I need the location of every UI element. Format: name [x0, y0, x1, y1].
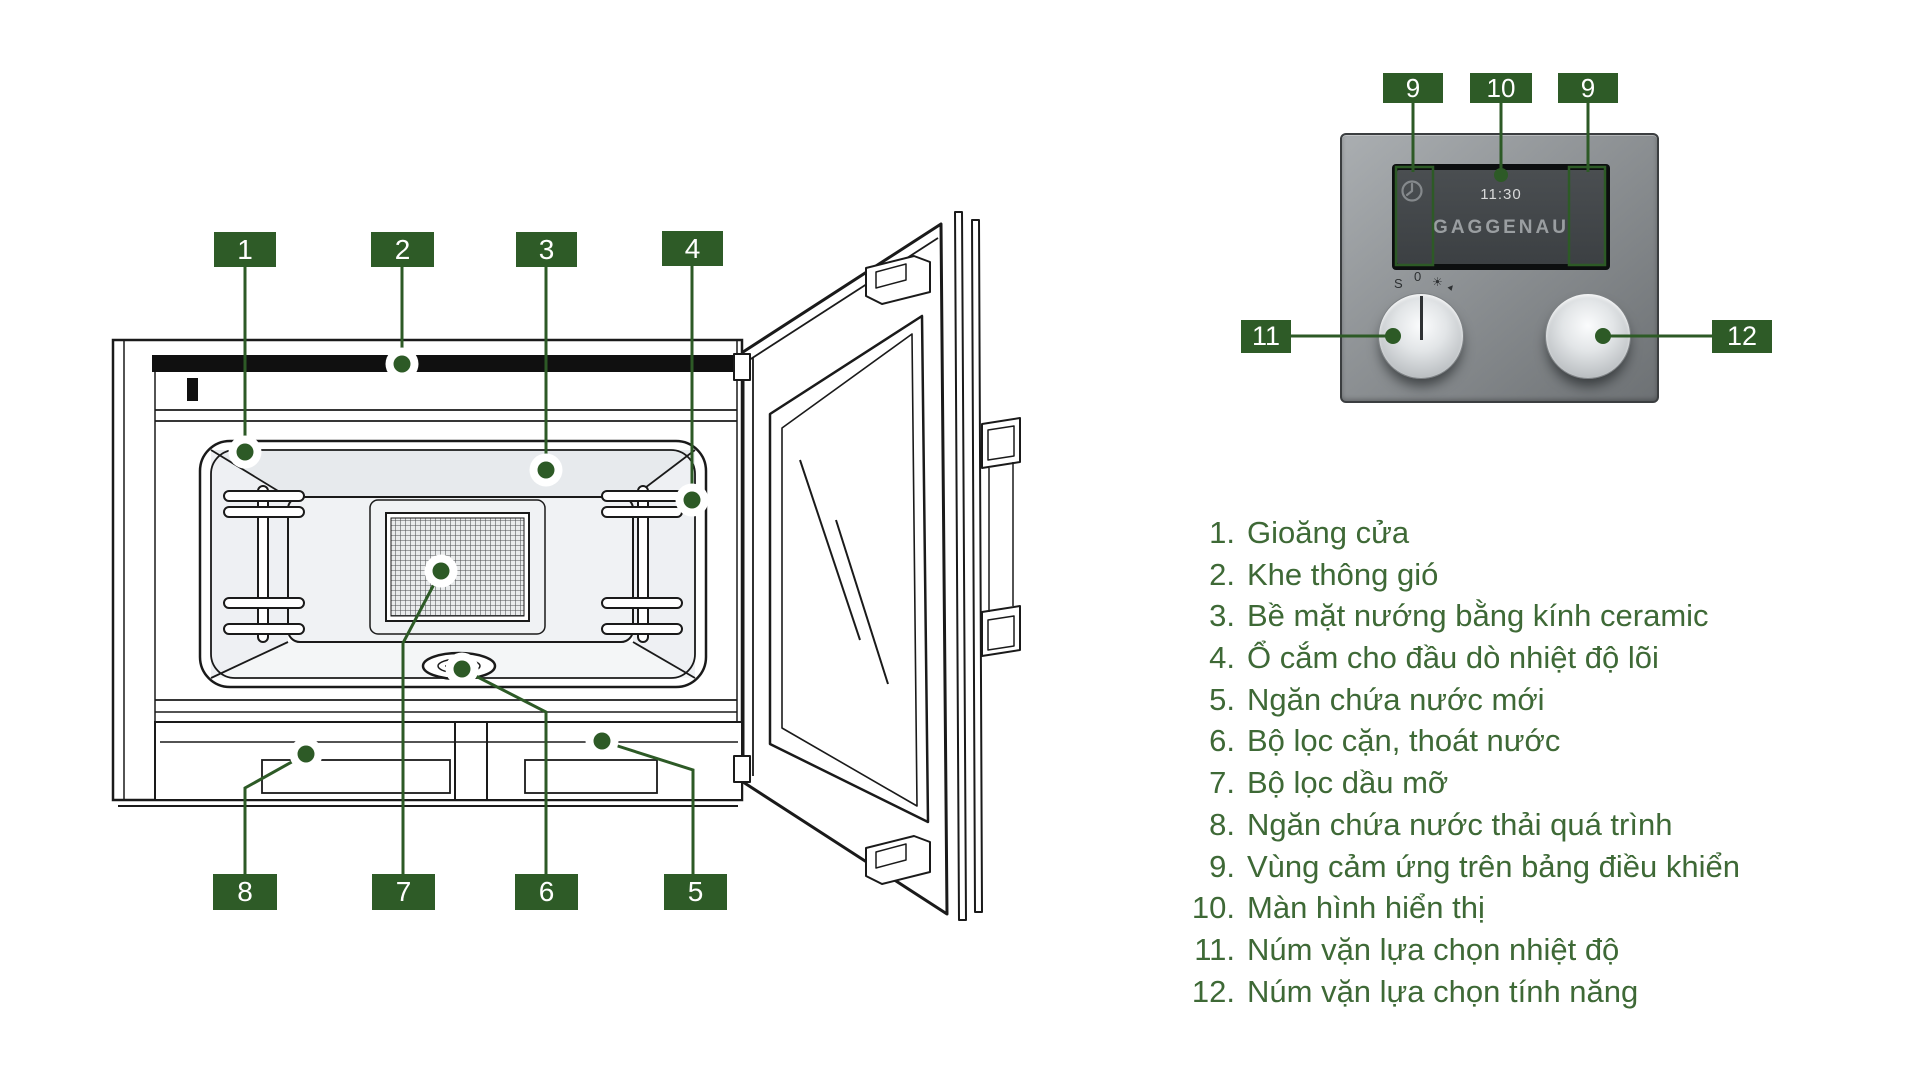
- knob-mark-zero: 0: [1414, 269, 1422, 284]
- legend-num: 4.: [1209, 640, 1235, 676]
- legend-label: Khe thông gió: [1247, 556, 1439, 592]
- grill-mesh: [391, 518, 524, 616]
- drain-filter: [423, 653, 495, 679]
- legend-item-5: [1168, 679, 1740, 721]
- door-latch-bottom: [866, 836, 930, 884]
- function-knob: [1545, 293, 1631, 379]
- vent-slot: [152, 355, 735, 372]
- callout-num: 2: [394, 233, 411, 265]
- rack-rails-left: [224, 486, 304, 642]
- legend-num: 10.: [1191, 890, 1235, 926]
- legend-label: Bộ lọc cặn, thoát nước: [1247, 723, 1561, 759]
- callout-box-11: [1241, 320, 1291, 353]
- legend-num: 1.: [1209, 515, 1235, 550]
- temperature-knob: [1378, 293, 1464, 379]
- callout-box-12: [1712, 320, 1772, 353]
- grill-icon: ☀: [1432, 275, 1443, 289]
- oven-door: [734, 212, 1020, 920]
- callout-num: 8: [237, 876, 253, 907]
- callout-num: 9: [1405, 72, 1421, 103]
- callout-num: 3: [538, 233, 555, 265]
- legend-num: 6.: [1209, 723, 1235, 759]
- callout-box-8: [213, 874, 277, 910]
- knob-indicator: [1420, 296, 1423, 340]
- legend-item-8: [1168, 804, 1740, 846]
- legend-item-12: [1168, 971, 1740, 1013]
- legend-item-10: [1168, 887, 1740, 929]
- callout-box-9-right: [1558, 73, 1618, 103]
- door-gasket: [200, 441, 706, 687]
- door-hinge-bottom: [734, 756, 750, 782]
- legend-num: 5.: [1209, 681, 1235, 717]
- callout-box-5: [664, 874, 727, 910]
- callout-num: 9: [1580, 72, 1596, 103]
- door-glass: [770, 316, 928, 822]
- display-bezel: [1392, 164, 1610, 270]
- callout-num: 4: [684, 232, 701, 264]
- callout-num: 7: [395, 876, 412, 907]
- legend-item-11: [1168, 929, 1740, 971]
- legend-label: Ngăn chứa nước thải quá trình: [1247, 806, 1673, 842]
- drawer-fresh-water: [525, 760, 657, 793]
- callout-num: 1: [237, 233, 253, 265]
- callout-num: 5: [687, 876, 704, 907]
- legend-num: 8.: [1209, 806, 1235, 842]
- legend-item-4: [1168, 637, 1740, 679]
- oven-cabinet: [113, 340, 742, 806]
- callout-num: 10: [1486, 72, 1516, 103]
- legend-num: 11.: [1194, 931, 1235, 967]
- callout-box-3: [516, 232, 577, 267]
- legend-num: 9.: [1209, 848, 1235, 884]
- legend-label: Gioăng cửa: [1247, 515, 1410, 550]
- legend-label: Bộ lọc dầu mỡ: [1247, 765, 1449, 801]
- legend-item-2: [1168, 554, 1740, 596]
- legend-label: Màn hình hiển thị: [1247, 890, 1485, 926]
- back-wall: [288, 497, 633, 642]
- callout-num: 6: [538, 876, 555, 907]
- callout-box-10: [1470, 73, 1532, 103]
- legend-item-6: [1168, 720, 1740, 762]
- legend-item-3: [1168, 595, 1740, 637]
- rack-rails-right: [602, 486, 682, 642]
- legend-label: Ngăn chứa nước mới: [1247, 681, 1545, 717]
- legend-item-9: [1168, 846, 1740, 888]
- door-face: [743, 224, 947, 914]
- legend-num: 2.: [1209, 556, 1235, 592]
- display-screen: [1397, 170, 1605, 264]
- callout-box-1: [214, 232, 276, 267]
- display-time: 11:30: [1480, 186, 1522, 203]
- legend-label: Vùng cảm ứng trên bảng điều khiển: [1247, 848, 1740, 884]
- legend-label: Núm vặn lựa chọn tính năng: [1247, 973, 1639, 1009]
- door-latch-top: [866, 256, 930, 304]
- bottom-drawers: [155, 722, 742, 800]
- callout-box-7: [372, 874, 435, 910]
- control-panel: [1340, 133, 1659, 403]
- legend-label: Núm vặn lựa chọn nhiệt độ: [1247, 931, 1620, 967]
- legend-label: Ổ cắm cho đầu dò nhiệt độ lõi: [1247, 640, 1659, 676]
- callout-box-2: [371, 232, 434, 267]
- grill-panel: [370, 500, 545, 634]
- legend-num: 3.: [1209, 598, 1235, 634]
- legend-num: 7.: [1209, 765, 1235, 801]
- pointer-icon: ▲: [1444, 280, 1459, 294]
- legend-label: Bề mặt nướng bằng kính ceramic: [1247, 598, 1709, 634]
- legend-item-1: [1168, 512, 1740, 554]
- door-hinge-top: [734, 354, 750, 380]
- brand-logo: GAGGENAU: [1433, 217, 1569, 238]
- oven-cavity: [200, 441, 706, 687]
- legend-num: 12.: [1191, 973, 1235, 1009]
- callout-num: 11: [1251, 321, 1281, 351]
- callout-box-9-left: [1383, 73, 1443, 103]
- knob-mark-s: S: [1394, 276, 1403, 291]
- callout-num: 12: [1726, 321, 1758, 351]
- legend-item-7: [1168, 762, 1740, 804]
- callout-box-6: [515, 874, 578, 910]
- callout-box-4: [662, 231, 723, 266]
- legend-list: [1168, 512, 1740, 1012]
- drawer-waste-water: [262, 760, 450, 793]
